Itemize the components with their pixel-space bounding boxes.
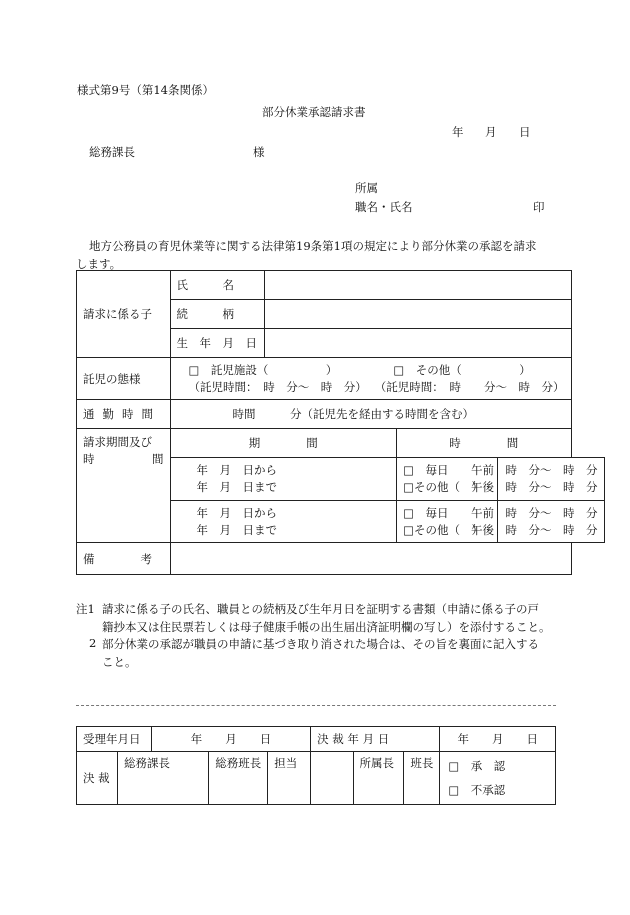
note-2-text-cont: こと。	[102, 655, 137, 669]
decision-result[interactable]	[440, 752, 556, 805]
role-blank[interactable]	[311, 752, 353, 805]
note-1-mark: 注1	[76, 602, 95, 616]
decision-date[interactable]: 年 月 日	[440, 727, 556, 752]
decision-label: 決 裁	[77, 752, 118, 805]
note-2-text: 部分休業の承認が職員の申請に基づき取り消された場合は、その旨を裏面に記入する	[102, 637, 539, 651]
intro-text: 地方公務員の育児休業等に関する法律第19条第1項の規定により部分休業の承認を請求	[89, 239, 537, 253]
received-date[interactable]: 年 月 日	[151, 727, 310, 752]
remarks-label: 備 考	[77, 543, 171, 575]
addressee: 総務課長	[89, 145, 135, 159]
note-1-text: 請求に係る子の氏名、職員との続柄及び生年月日を証明する書類（申請に係る子の戸	[102, 602, 539, 616]
child-birth-field[interactable]	[265, 329, 571, 358]
received-label: 受理年月日	[77, 727, 152, 752]
name-label: 職名・氏名	[355, 200, 413, 214]
time-header: 時 間	[397, 429, 571, 458]
child-label: 請求に係る子	[77, 271, 171, 358]
frequency-row-1[interactable]: □ 毎日 □その他（ ）	[397, 458, 498, 501]
role-general-affairs-leader[interactable]: 総務班長	[209, 752, 268, 805]
time-range-1[interactable]: 午前 時 分～ 時 分 午後 時 分～ 時 分	[571, 458, 604, 501]
care-label: 託児の態様	[77, 358, 171, 400]
care-field[interactable]	[170, 358, 571, 400]
period-label: 請求期間及び 時 間	[77, 429, 171, 543]
child-relation-label: 続 柄	[170, 300, 265, 329]
date-month: 月	[485, 125, 497, 139]
care-other-checkbox[interactable]: □ その他（ ）	[393, 362, 531, 377]
care-time-1: （託児時間： 時 分～ 時 分）	[188, 379, 367, 394]
frequency-row-2[interactable]: □ 毎日 □その他（ ）	[397, 501, 498, 543]
request-table	[76, 270, 605, 575]
approve-checkbox[interactable]: □ 承 認	[448, 759, 506, 773]
cut-line	[76, 705, 556, 706]
child-name-label: 氏 名	[170, 271, 265, 300]
note-1-text-cont: 籍抄本又は住民票若しくは母子健康手帳の出生届出済証明欄の写し）を添付すること。	[102, 620, 551, 634]
child-name-field[interactable]	[265, 271, 571, 300]
role-department-head[interactable]: 所属長	[353, 752, 404, 805]
reject-checkbox[interactable]: □ 不承認	[448, 783, 506, 797]
care-time-2: （託児時間： 時 分～ 時 分）	[374, 379, 565, 394]
commute-field[interactable]: 時間 分（託児先を経由する時間を含む）	[170, 400, 571, 429]
honorific: 様	[253, 145, 265, 159]
date-day: 日	[519, 125, 531, 139]
role-section-leader[interactable]: 班長	[404, 752, 440, 805]
role-staff[interactable]: 担当	[268, 752, 311, 805]
seal-label: 印	[533, 200, 545, 214]
period-header: 期 間	[170, 429, 397, 458]
time-range-2[interactable]: 午前 時 分～ 時 分 午後 時 分～ 時 分	[571, 501, 604, 543]
decision-date-label: 決 裁 年 月 日	[311, 727, 440, 752]
period-row-1[interactable]: 年 月 日から 年 月 日まで	[170, 458, 397, 501]
approval-table	[76, 726, 556, 805]
role-general-affairs-chief[interactable]: 総務課長	[117, 752, 208, 805]
care-facility-checkbox[interactable]: □ 託児施設（ ）	[188, 362, 338, 377]
period-row-2[interactable]: 年 月 日から 年 月 日まで	[170, 501, 397, 543]
intro-text-cont: します。	[76, 257, 122, 271]
commute-label: 通勤時間	[77, 400, 171, 429]
remarks-field[interactable]	[170, 543, 571, 575]
affiliation-label: 所属	[355, 181, 378, 195]
form-title: 部分休業承認請求書	[262, 105, 366, 119]
note-2-mark: 2	[89, 636, 97, 650]
child-relation-field[interactable]	[265, 300, 571, 329]
date-year: 年	[452, 125, 464, 139]
child-birth-label: 生 年 月 日	[170, 329, 265, 358]
form-number: 様式第9号（第14条関係）	[77, 83, 214, 97]
